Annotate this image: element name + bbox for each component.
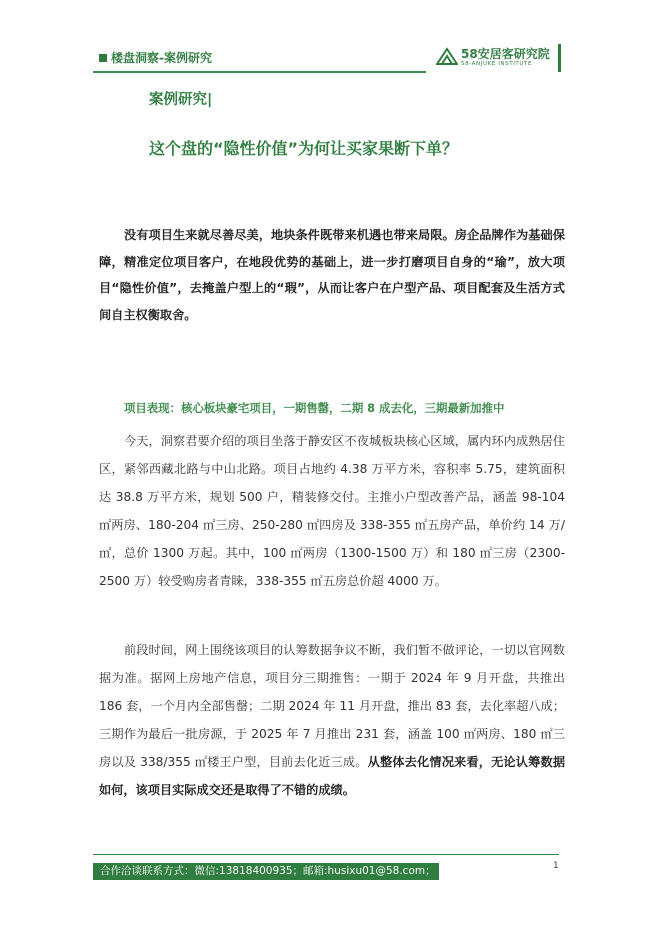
header-divider — [93, 71, 426, 73]
logo-name-cn: 58安居客研究院 — [461, 47, 550, 61]
logo-mountain-icon — [436, 46, 458, 66]
header-title: 楼盘洞察-案例研究 — [111, 51, 212, 65]
body-paragraph-project-intro: 今天，洞察君要介绍的项目坐落于静安区不夜城板块核心区域，属内环内成熟居住区，紧邻西藏北路与中山北路。项目占地约 4.38 万平方米，容积率 5.75，建筑面积达 38.8 万平方米，规划 500 户，精装修交付。主推小户型改善产品，涵盖 98-104 ㎡两房、180-204 ㎡三房、250-280 ㎡四房及 338-355 ㎡五房产品，单价约 14 万/㎡，总价 1300 万起。其中，100 ㎡两房（1300-1500 万）和 180 ㎡三房（2300-2500 万）较受购房者青睐，338-355 ㎡五房总价超 4000 万。 — [99, 434, 565, 588]
paragraph-conclusion: 从整体去化情况来看，无论认筹数据如何，该项目实际成交还是取得了不错的成绩。 — [99, 755, 566, 797]
article-title: 这个盘的“隐性价值”为何让买家果断下单？ — [149, 139, 459, 158]
paragraph-text: 前段时间，网上围绕该项目的认筹数据争议不断，我们暂不做评论，一切以官网数据为准。据网上房地产信息，项目分三期推售：一期于 2024 年 9 月开盘，共推出 186 套，一个月内全部售罄；二期 2024 年 11 月开盘，推出 83 套，去化率超八成；三期作为最后一批房源，于 2025 年 7 月推出 231 套，涵盖 100 ㎡两房、180 ㎡三房以及 338/355 ㎡楼王户型，目前去化近三成。 — [99, 643, 565, 769]
section-label: 案例研究| — [149, 92, 213, 108]
page-number: 1 — [553, 861, 559, 871]
footer-contact-text: 合作洽谈联系方式：微信:13818400935；邮箱:husixu01@58.com； — [100, 865, 436, 877]
header-accent-bar — [558, 44, 561, 72]
body-paragraph-sales-data — [99, 636, 565, 804]
brand-logo — [436, 44, 556, 70]
logo-name-en: 58-ANJUKE INSTITUTE — [461, 61, 533, 67]
lead-paragraph: 没有项目生来就尽善尽美，地块条件既带来机遇也带来局限。房企品牌作为基础保障，精准定位项目客户，在地段优势的基础上，进一步打磨项目自身的“瑜”，放大项目“隐性价值”，去掩盖户型上的“瑕”，从而让客户在户型产品、项目配套及生活方式间自主权衡取舍。 — [99, 228, 565, 322]
footer-divider — [93, 854, 559, 855]
header-marker-icon — [99, 54, 107, 62]
section-subheading: 项目表现：核心板块豪宅项目，一期售罄，二期 8 成去化，三期最新加推中 — [124, 401, 505, 415]
